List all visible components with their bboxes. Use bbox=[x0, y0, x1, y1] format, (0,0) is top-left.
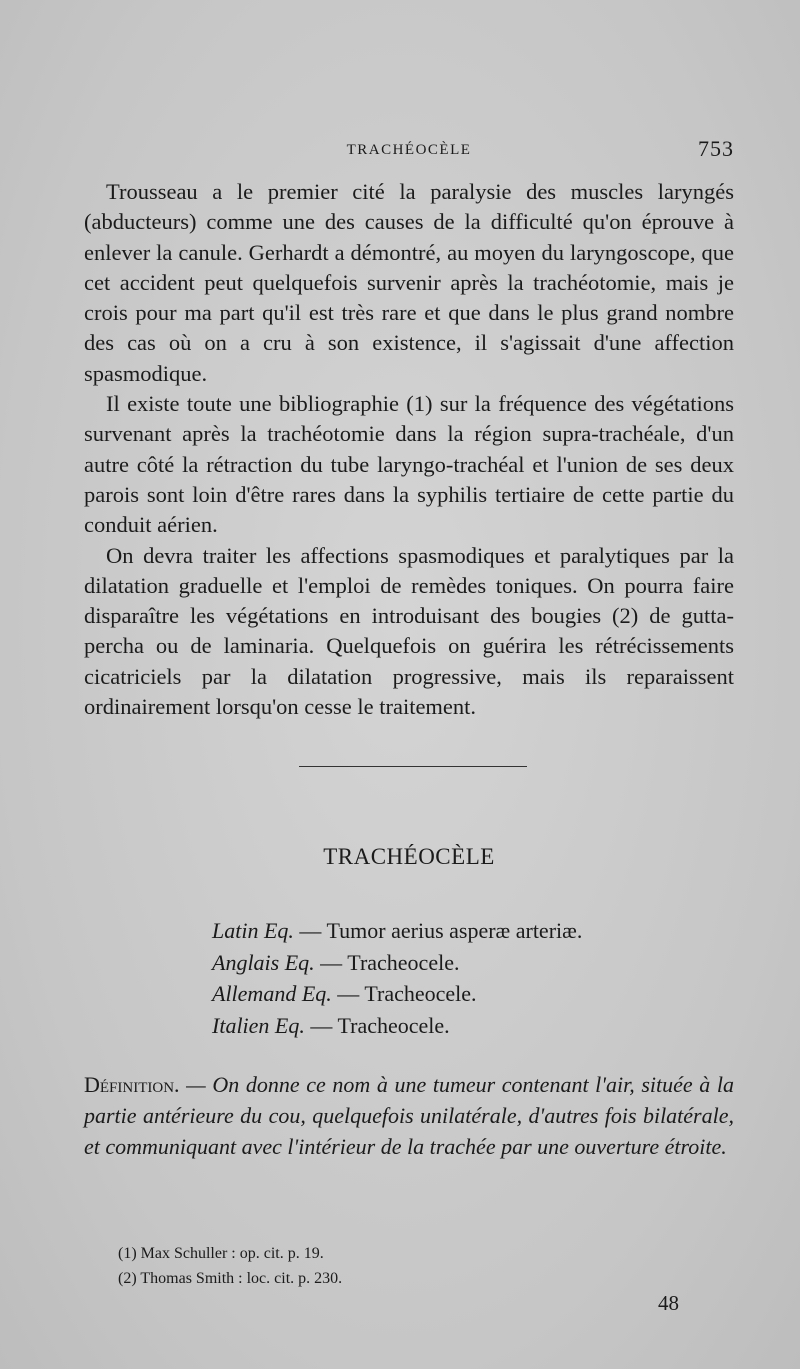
signature-mark: 48 bbox=[658, 1291, 679, 1315]
equivalent-language: Allemand Eq. bbox=[212, 981, 332, 1006]
definition-label: Définition. bbox=[84, 1072, 180, 1097]
section-heading: TRACHÉOCÈLE bbox=[323, 844, 495, 869]
section-divider bbox=[299, 766, 527, 767]
equivalent-term: — Tracheocele. bbox=[314, 949, 460, 975]
equivalent-term: — Tumor aerius asperæ arteriæ. bbox=[293, 918, 583, 943]
equivalents-list bbox=[212, 915, 732, 1041]
footnotes bbox=[118, 1241, 718, 1291]
equivalent-term: — Tracheocele. bbox=[304, 1012, 450, 1038]
page-number: 753 bbox=[698, 136, 734, 161]
paragraph-1: Trousseau a le premier cité la paralysie des muscles laryngés (abducteurs) comme une des causes de la difficulté qu'on éprouve à enlever la canule. Gerhardt a démontré, au moyen du laryngoscope, que cet accident peut quelquefois survenir après la trachéotomie, mais je crois pour ma part qu'il est très rare et que dans le plus grand nombre des cas où on a cru à son existence, il s'agissait d'une affection spasmodique. bbox=[84, 179, 734, 386]
footnote-1: (1) Max Schuller : op. cit. p. 19. bbox=[118, 1245, 324, 1262]
equivalent-italien bbox=[212, 1010, 732, 1042]
equivalent-language: Italien Eq. bbox=[212, 1012, 305, 1038]
equivalent-anglais bbox=[212, 947, 732, 979]
paragraph-2: Il existe toute une bibliographie (1) sur la fréquence des végétations survenant après la trachéotomie dans la région supra-trachéale, d'un autre côté la rétraction du tube laryngo-trachéal et l'union de ses deux parois sont loin d'être rares dans la syphilis tertiaire de cette partie du conduit aérien. bbox=[84, 391, 734, 538]
paragraph-3: On devra traiter les affections spasmodiques et paralytiques par la dilatation graduelle et l'emploi de remèdes toniques. On pourra faire disparaître les végétations en introduisant des bougies (2) de gutta-percha ou de laminaria. Quelquefois on guérira les rétrécissements cicatriciels par la dilatation progressive, mais ils reparaissent ordinairement lorsqu'on cesse le traitement. bbox=[84, 542, 734, 720]
running-head bbox=[84, 136, 734, 166]
running-title: TRACHÉOCÈLE bbox=[346, 142, 472, 158]
equivalent-language: Latin Eq. bbox=[212, 918, 294, 943]
definition bbox=[84, 1069, 734, 1162]
equivalent-latin bbox=[212, 915, 732, 947]
footnote-2: (2) Thomas Smith : loc. cit. p. 230. bbox=[118, 1270, 343, 1287]
definition-text: — On donne ce nom à une tumeur contenant l'air, située à la partie antérieure du cou, quelquefois unilatérale, d'autres fois bilatérale, et communiquant avec l'intérieur de la trachée par une ouverture étroite. bbox=[84, 1072, 734, 1159]
body-text bbox=[84, 177, 734, 722]
equivalent-term: — Tracheocele. bbox=[331, 981, 477, 1006]
equivalent-allemand bbox=[212, 978, 732, 1010]
equivalent-language: Anglais Eq. bbox=[212, 949, 315, 975]
